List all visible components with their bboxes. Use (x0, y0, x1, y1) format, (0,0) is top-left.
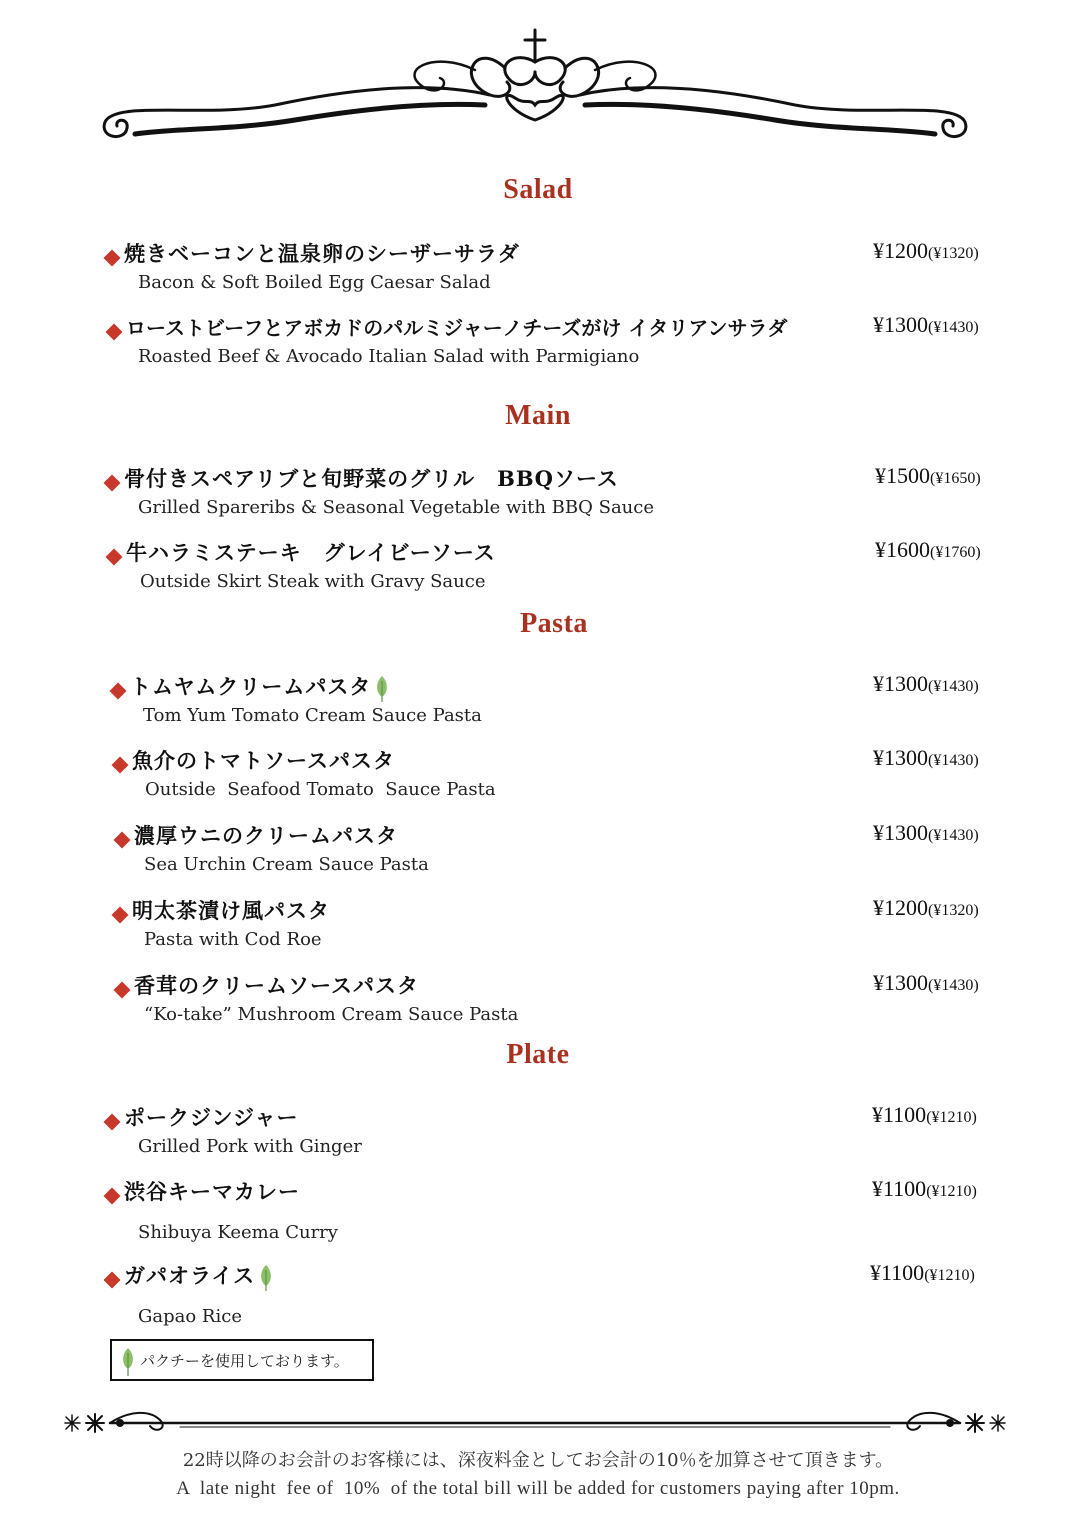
section-title-main: Main (505, 400, 571, 431)
late-night-fee-notice-en: A late night fee of 10% of the total bill will be added for customers paying after 10pm. (176, 1478, 900, 1499)
item-price-tax: (¥1430) (928, 752, 979, 769)
item-name-en: “Ko-take” Mushroom Cream Sauce Pasta (144, 1004, 519, 1025)
item-name-en: Grilled Spareribs & Seasonal Vegetable with BBQ Sauce (138, 497, 654, 518)
item-price: ¥1200(¥1320) (873, 895, 979, 920)
item-name-en: Outside Skirt Steak with Gravy Sauce (140, 571, 486, 592)
item-name-jp: ローストビーフとアボカドのパルミジャーノチーズがけ イタリアンサラダ (126, 316, 788, 340)
diamond-bullet-icon (112, 907, 129, 924)
item-name-jp: 牛ハラミステーキ グレイビーソース (126, 540, 496, 565)
item-name-jp: ガパオライス (124, 1260, 273, 1292)
item-name-en: Shibuya Keema Curry (138, 1222, 338, 1243)
item-price: ¥1500(¥1650) (875, 463, 981, 488)
diamond-bullet-icon (106, 324, 123, 341)
item-name-jp: 明太茶漬け風パスタ (132, 898, 330, 923)
menu-item (0, 1102, 1076, 1178)
menu-item (0, 1176, 1076, 1252)
item-name-en: Grilled Pork with Ginger (138, 1136, 362, 1157)
section-title-plate: Plate (506, 1039, 570, 1070)
item-price-tax: (¥1210) (926, 1109, 977, 1126)
menu-item (0, 820, 1076, 896)
diamond-bullet-icon (110, 683, 127, 700)
item-name-jp: 焼きベーコンと温泉卵のシーザーサラダ (124, 241, 520, 266)
item-name-jp: 香茸のクリームソースパスタ (134, 973, 419, 998)
item-name-en: Bacon & Soft Boiled Egg Caesar Salad (138, 272, 491, 293)
diamond-bullet-icon (104, 250, 121, 267)
item-price: ¥1200(¥1320) (873, 238, 979, 263)
item-price-tax: (¥1430) (928, 827, 979, 844)
item-name-jp: 渋谷キーマカレー (124, 1179, 300, 1204)
item-name-en: Gapao Rice (138, 1306, 242, 1327)
coriander-leaf-icon (375, 675, 389, 703)
legend-text: パクチーを使用しております。 (140, 1352, 349, 1370)
menu-item (0, 537, 1076, 613)
item-price-tax: (¥1210) (924, 1267, 975, 1284)
menu-item (0, 1260, 1076, 1336)
item-name-en: Outside Seafood Tomato Sauce Pasta (145, 779, 496, 800)
diamond-bullet-icon (106, 549, 123, 566)
item-price: ¥1600(¥1760) (875, 537, 981, 562)
item-price-tax: (¥1210) (926, 1183, 977, 1200)
decorative-divider (60, 1406, 1010, 1440)
menu-item (0, 238, 1076, 314)
diamond-bullet-icon (104, 1114, 121, 1131)
item-name-jp: ポークジンジャー (124, 1105, 299, 1130)
menu-item (0, 970, 1076, 1046)
item-name-en: Sea Urchin Cream Sauce Pasta (144, 854, 429, 875)
item-name-jp: 濃厚ウニのクリームパスタ (134, 823, 398, 848)
coriander-leaf-icon (121, 1347, 135, 1377)
diamond-bullet-icon (112, 757, 129, 774)
diamond-bullet-icon (114, 982, 131, 999)
menu-item (0, 463, 1076, 539)
item-price: ¥1100(¥1210) (872, 1176, 977, 1201)
item-name-jp: トムヤムクリームパスタ (130, 671, 389, 703)
late-night-fee-notice-jp: 22時以降のお会計のお客様には、深夜料金としてお会計の10％を加算させて頂きます。 (182, 1450, 894, 1471)
decorative-scroll-ornament (95, 10, 975, 150)
menu-item (0, 671, 1076, 747)
coriander-leaf-icon (259, 1264, 273, 1292)
menu-item (0, 745, 1076, 821)
item-name-jp: 魚介のトマトソースパスタ (132, 748, 395, 773)
item-price-tax: (¥1430) (928, 678, 979, 695)
item-price-tax: (¥1760) (930, 544, 981, 561)
item-price-tax: (¥1320) (928, 245, 979, 262)
coriander-legend (110, 1339, 374, 1381)
diamond-bullet-icon (104, 1272, 121, 1289)
menu-item (0, 312, 1076, 388)
diamond-bullet-icon (114, 832, 131, 849)
item-price: ¥1100(¥1210) (870, 1260, 975, 1285)
item-price-tax: (¥1320) (928, 902, 979, 919)
item-name-en: Pasta with Cod Roe (144, 929, 322, 950)
item-price: ¥1300(¥1430) (873, 970, 979, 995)
item-price-tax: (¥1650) (930, 470, 981, 487)
diamond-bullet-icon (104, 475, 121, 492)
diamond-bullet-icon (104, 1188, 121, 1205)
item-price: ¥1300(¥1430) (873, 671, 979, 696)
item-price: ¥1100(¥1210) (872, 1102, 977, 1127)
section-title-pasta: Pasta (520, 608, 588, 639)
item-price-tax: (¥1430) (928, 319, 979, 336)
item-price: ¥1300(¥1430) (873, 820, 979, 845)
item-price: ¥1300(¥1430) (873, 745, 979, 770)
menu-item (0, 895, 1076, 971)
item-name-en: Roasted Beef & Avocado Italian Salad with Parmigiano (138, 346, 640, 367)
item-price: ¥1300(¥1430) (873, 312, 979, 337)
item-price-tax: (¥1430) (928, 977, 979, 994)
item-name-en: Tom Yum Tomato Cream Sauce Pasta (143, 705, 482, 726)
item-name-jp: 骨付きスペアリブと旬野菜のグリル BBQソース (124, 466, 619, 491)
section-title-salad: Salad (503, 174, 573, 205)
